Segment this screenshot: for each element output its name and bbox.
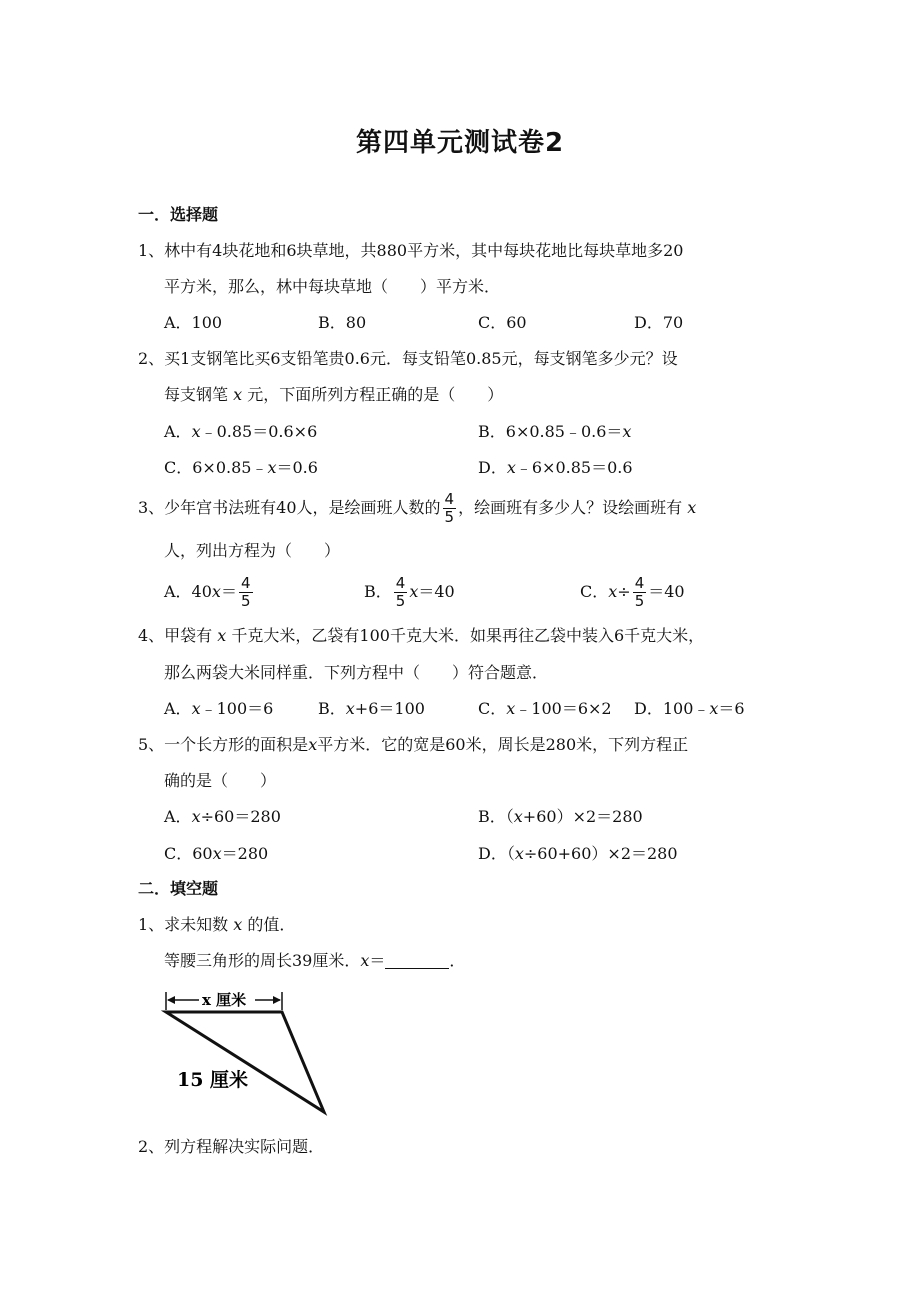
q2-option-d-var: x	[506, 458, 516, 477]
answer-blank[interactable]	[385, 952, 449, 969]
q5-text-line2: 确的是（ ）	[164, 771, 277, 790]
q2-text-line2	[164, 384, 503, 406]
triangle-shape	[166, 1012, 324, 1112]
q1-text-line1: 1、林中有4块花地和6块草地，共880平方米，其中每块花地比每块草地多20	[138, 241, 684, 260]
q5-option-d-eq: ÷60+60）×2＝280	[523, 844, 678, 863]
q4-option-a-eq: ﹣100＝6	[200, 699, 274, 718]
q5-option-a-prefix: A．	[164, 807, 192, 826]
fraction-numerator: 4	[444, 490, 455, 508]
q4-option-d-var: x	[709, 699, 719, 718]
top-edge-label: x 厘米	[202, 991, 247, 1009]
q3-option-b	[364, 572, 455, 612]
q4-option-d	[634, 698, 745, 720]
q3-option-c-var: x	[608, 582, 618, 601]
q4-option-d-eq: ＝6	[718, 699, 745, 718]
q2-option-a-prefix: A．	[164, 422, 192, 441]
q3-text-line1-a: 3、少年宫书法班有40人，是绘画班人数的	[138, 498, 441, 517]
q3-option-a	[164, 572, 255, 612]
q3-option-c-eq: ＝40	[648, 582, 685, 601]
q3-text-line1	[138, 488, 696, 528]
q2-option-a-var: x	[191, 422, 201, 441]
s2-q1-variable: x	[233, 915, 243, 934]
q2-option-a-eq: ﹣0.85＝0.6×6	[200, 422, 318, 441]
q5-option-b-eq: +60）×2＝280	[522, 807, 643, 826]
q4-option-b-prefix: B．	[318, 699, 346, 718]
s2-q1-var: x	[360, 951, 370, 970]
q5-text-line1	[138, 734, 688, 756]
q5-option-c-eq: ＝280	[221, 844, 269, 863]
dimension-arrowhead-left	[167, 996, 175, 1004]
q3-option-b-eq: ＝40	[418, 582, 455, 601]
q2-option-c-prefix: C．6×0.85﹣	[164, 458, 268, 477]
q4-option-b	[318, 698, 425, 720]
q5-option-a-var: x	[191, 807, 201, 826]
q4-option-c-eq: ﹣100＝6×2	[515, 699, 612, 718]
q5-option-b-prefix: B．（	[478, 807, 514, 826]
fraction-numerator: 4	[634, 574, 645, 592]
q5-option-c-prefix: C．60	[164, 844, 213, 863]
q4-option-c	[478, 698, 612, 720]
q5-option-b	[478, 806, 643, 828]
q2-option-d-eq: ﹣6×0.85＝0.6	[515, 458, 633, 477]
q4-text-line2: 那么两袋大米同样重．下列方程中（ ）符合题意．	[164, 663, 549, 682]
q3-option-b-var: x	[409, 582, 419, 601]
q3-text-line1-b: ，绘画班有多少人？设绘画班有	[458, 498, 683, 517]
q4-option-d-prefix: D．100﹣	[634, 699, 710, 718]
q2-option-c	[164, 457, 318, 479]
s2-q1-text-line1	[138, 914, 295, 936]
q2-option-d-prefix: D．	[478, 458, 507, 477]
q4-option-b-var: x	[345, 699, 355, 718]
s2-q1-text-line2	[164, 950, 465, 972]
q4-variable: x	[217, 626, 227, 645]
s2-q1-equals: ＝	[369, 951, 386, 970]
q5-option-b-var: x	[513, 807, 523, 826]
q5-option-c	[164, 843, 268, 865]
q3-option-b-fraction	[394, 575, 408, 610]
q3-option-a-prefix: A．40	[164, 582, 212, 601]
q5-text-line1-a: 5、一个长方形的面积是	[138, 735, 309, 754]
q5-variable: x	[308, 735, 318, 754]
q3-option-c-div: ÷	[617, 582, 631, 601]
s2-q1-period: ．	[449, 951, 466, 970]
q3-option-c-fraction	[633, 575, 647, 610]
s2-q1-text-line2-a: 等腰三角形的周长39厘米．	[164, 951, 361, 970]
q4-text-line1	[138, 625, 704, 647]
fraction-denominator: 5	[395, 592, 406, 610]
q4-text-line1-a: 4、甲袋有	[138, 626, 218, 645]
fraction-numerator: 4	[240, 574, 251, 592]
q4-option-a-var: x	[191, 699, 201, 718]
fraction-denominator: 5	[240, 592, 251, 610]
q3-option-c-prefix: C．	[580, 582, 609, 601]
q4-option-c-var: x	[506, 699, 516, 718]
q4-option-c-prefix: C．	[478, 699, 507, 718]
q5-option-d-var: x	[514, 844, 524, 863]
q2-variable: x	[233, 385, 243, 404]
q3-option-a-fraction	[239, 575, 253, 610]
q3-option-b-prefix: B．	[364, 582, 392, 601]
s2-q1-text-line1-a: 1、求未知数	[138, 915, 234, 934]
q2-text-line1: 2、买1支钢笔比买6支铅笔贵0.6元．每支铅笔0.85元，每支钢笔多少元？设	[138, 349, 678, 368]
fraction-denominator: 5	[634, 592, 645, 610]
q2-option-a	[164, 421, 317, 443]
q5-option-c-var: x	[212, 844, 222, 863]
q4-option-a	[164, 698, 273, 720]
q5-option-d	[478, 843, 678, 865]
q1-option-c: C．60	[478, 313, 527, 332]
fraction-numerator: 4	[395, 574, 406, 592]
q2-text-line2-a: 每支钢笔	[164, 385, 234, 404]
q2-option-b	[478, 421, 631, 443]
q5-option-a	[164, 806, 281, 828]
q2-option-c-eq: ＝0.6	[276, 458, 318, 477]
q2-option-d	[478, 457, 633, 479]
s2-q1-text-line1-b: 的值．	[242, 915, 296, 934]
q2-text-line2-b: 元，下面所列方程正确的是（ ）	[242, 385, 504, 404]
q3-variable: x	[687, 498, 697, 517]
q1-option-b: B．80	[318, 313, 367, 332]
q1-option-d: D．70	[634, 313, 684, 332]
isosceles-triangle-figure	[155, 985, 340, 1120]
page-title: 第四单元测试卷2	[355, 128, 565, 158]
section-heading-choice: 一．选择题	[138, 205, 219, 224]
side-edge-label: 15 厘米	[177, 1069, 249, 1091]
q1-text-line2: 平方米，那么，林中每块草地（ ）平方米．	[164, 277, 501, 296]
q3-fraction	[443, 491, 457, 526]
q3-option-a-eq: ＝	[220, 582, 237, 601]
q3-option-a-var: x	[211, 582, 221, 601]
fraction-denominator: 5	[444, 508, 455, 526]
q3-text-line2: 人，列出方程为（ ）	[164, 541, 341, 560]
dimension-arrowhead-right	[273, 996, 281, 1004]
q5-option-d-prefix: D．（	[478, 844, 515, 863]
q4-option-a-prefix: A．	[164, 699, 192, 718]
q4-option-b-eq: +6＝100	[354, 699, 425, 718]
q3-option-c	[580, 572, 685, 612]
q1-option-a: A．100	[164, 313, 223, 332]
q5-option-a-eq: ÷60＝280	[200, 807, 281, 826]
q2-option-c-var: x	[267, 458, 277, 477]
section-heading-fill: 二．填空题	[138, 879, 219, 898]
q2-option-b-prefix: B．6×0.85﹣0.6＝	[478, 422, 623, 441]
q4-text-line1-b: 千克大米，乙袋有100千克大米．如果再往乙袋中装入6千克大米，	[226, 626, 705, 645]
s2-q2-text-line1: 2、列方程解决实际问题．	[138, 1137, 325, 1156]
q2-option-b-var: x	[622, 422, 632, 441]
q5-text-line1-b: 平方米．它的宽是60米，周长是280米，下列方程正	[317, 735, 689, 754]
